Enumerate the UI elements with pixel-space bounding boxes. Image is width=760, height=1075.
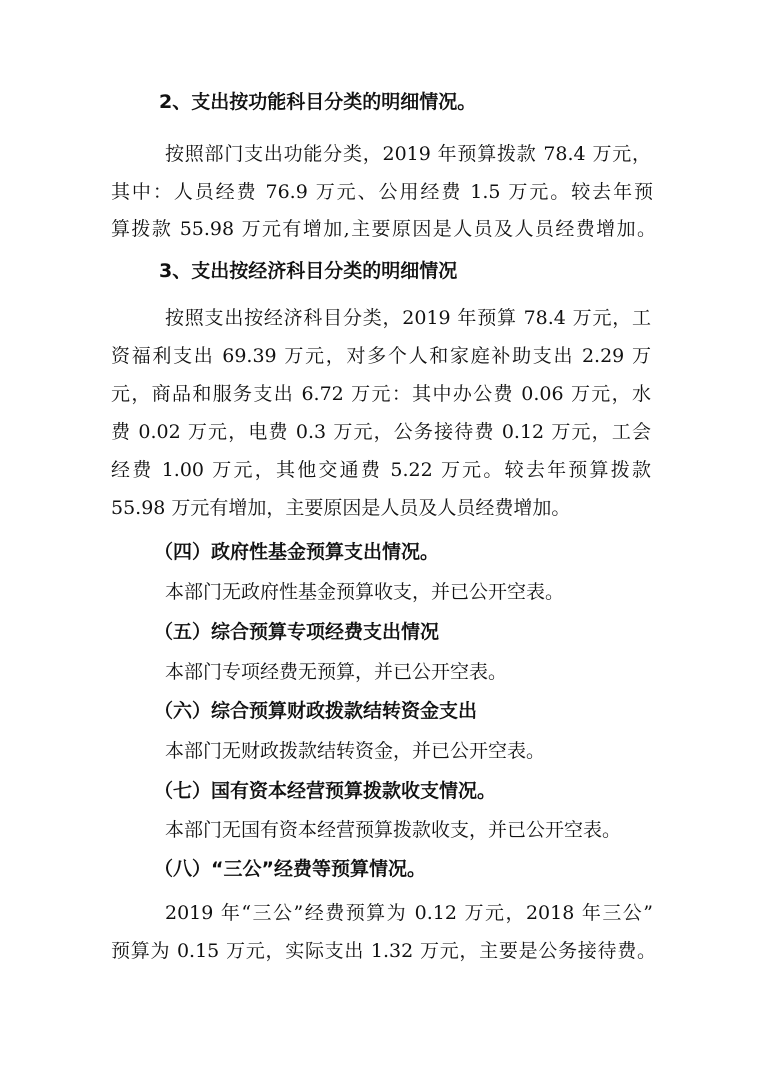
paragraph-line: 资福利支出 69.39 万元，对多个人和家庭补助支出 2.29 万 [111, 345, 651, 367]
paragraph-line: 本部门无政府性基金预算收支，并已公开空表。 [165, 581, 565, 603]
heading-functional-breakdown: 2、支出按功能科目分类的明细情况。 [159, 91, 477, 113]
heading-government-fund: （四）政府性基金预算支出情况。 [154, 541, 440, 563]
paragraph-line: 2019 年“三公”经费预算为 0.12 万元，2018 年三公” [165, 902, 653, 924]
paragraph-line: 费 0.02 万元，电费 0.3 万元，公务接待费 0.12 万元，工会 [111, 421, 651, 443]
paragraph-line: 经费 1.00 万元，其他交通费 5.22 万元。较去年预算拨款 [111, 459, 651, 481]
paragraph-line: 本部门无财政拨款结转资金，并已公开空表。 [165, 740, 546, 762]
paragraph-line: 其中：人员经费 76.9 万元、公用经费 1.5 万元。较去年预 [111, 181, 653, 203]
heading-carryover-funds: （六）综合预算财政拨款结转资金支出 [154, 700, 478, 722]
paragraph-line: 元，商品和服务支出 6.72 万元：其中办公费 0.06 万元，水 [111, 383, 651, 405]
paragraph-line: 本部门无国有资本经营预算拨款收支，并已公开空表。 [165, 819, 622, 841]
paragraph-line: 算拨款 55.98 万元有增加,主要原因是人员及人员经费增加。 [111, 218, 656, 240]
heading-three-public: （八）“三公”经费等预算情况。 [154, 858, 426, 880]
heading-state-capital: （七）国有资本经营预算拨款收支情况。 [154, 780, 497, 802]
paragraph-line: 按照部门支出功能分类，2019 年预算拨款 78.4 万元， [165, 143, 651, 165]
heading-special-funds: （五）综合预算专项经费支出情况 [154, 621, 440, 643]
paragraph-line: 按照支出按经济科目分类，2019 年预算 78.4 万元，工 [165, 307, 651, 329]
paragraph-line: 55.98 万元有增加，主要原因是人员及人员经费增加。 [111, 497, 571, 519]
paragraph-line: 预算为 0.15 万元，实际支出 1.32 万元，主要是公务接待费。 [111, 940, 656, 962]
heading-economic-breakdown: 3、支出按经济科目分类的明细情况 [159, 260, 458, 282]
paragraph-line: 本部门专项经费无预算，并已公开空表。 [165, 661, 508, 683]
